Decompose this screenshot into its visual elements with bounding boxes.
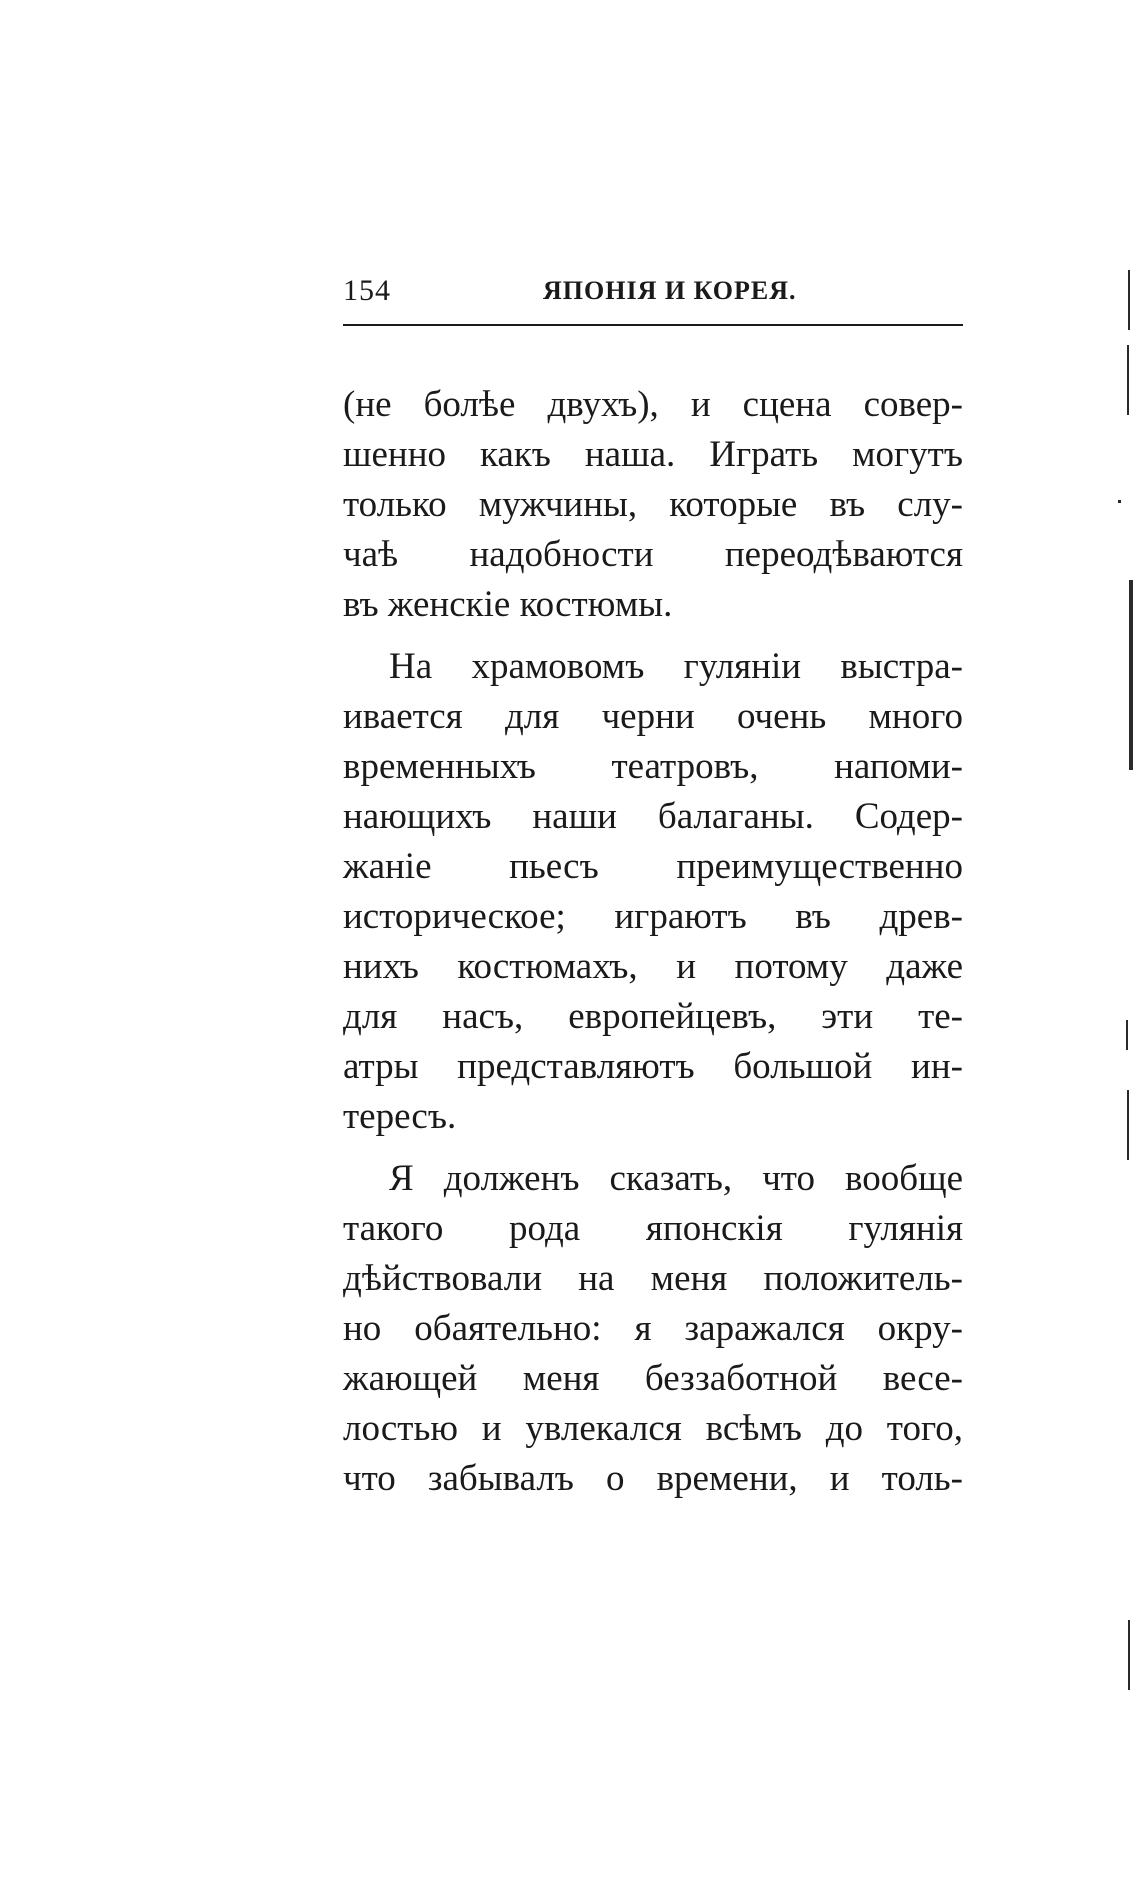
scan-edge-mark [1126, 1020, 1128, 1050]
text-line: Я долженъ сказать, что вообще [389, 1158, 963, 1199]
running-title: ЯПОНІЯ И КОРЕЯ. [543, 276, 797, 305]
text-line: историческое; играютъ въ древ- [343, 896, 963, 937]
text-line: нающихъ наши балаганы. Содер- [343, 796, 963, 837]
header-rule [343, 324, 963, 326]
text-line: чаѣ надобности переодѣваются [343, 534, 963, 575]
scan-edge-mark [1129, 580, 1133, 770]
text-line: (не болѣе двухъ), и сцена совер- [343, 384, 963, 425]
text-line: въ женскіе костюмы. [343, 584, 673, 625]
scan-edge-mark [1128, 270, 1130, 330]
text-line: жаніе пьесъ преимущественно [343, 846, 963, 887]
page-number: 154 [343, 274, 391, 307]
paragraph-gap [343, 1142, 963, 1154]
text-line: лостью и увлекался всѣмъ до того, [343, 1408, 963, 1449]
text-line: тересъ. [343, 1096, 457, 1137]
text-line: дѣйствовали на меня положитель- [343, 1258, 963, 1299]
text-line: ивается для черни очень много [343, 696, 963, 737]
text-line: для насъ, европейцевъ, эти те- [343, 996, 963, 1037]
scan-edge-mark [1127, 1090, 1129, 1160]
text-line: но обаятельно: я заражался окру- [343, 1308, 963, 1349]
running-head [343, 268, 963, 314]
scan-edge-mark [1128, 1620, 1130, 1690]
text-line: нихъ костюмахъ, и потому даже [343, 946, 963, 987]
text-line: атры представляютъ большой ин- [343, 1046, 963, 1087]
text-line: что забывалъ о времени, и толь- [343, 1458, 963, 1499]
text-line: жающей меня беззаботной весе- [343, 1358, 963, 1399]
text-line: временныхъ театровъ, напоми- [343, 746, 963, 787]
text-line: шенно какъ наша. Играть могутъ [343, 434, 963, 475]
text-line: только мужчины, которые въ слу- [343, 484, 963, 525]
scan-edge-mark [1118, 500, 1121, 503]
text-line: такого рода японскія гулянія [343, 1208, 963, 1249]
body-text [343, 380, 963, 1504]
scan-edge-mark [1127, 345, 1129, 415]
text-line: На храмовомъ гуляніи выстра- [389, 646, 963, 687]
paragraph-gap [343, 630, 963, 642]
